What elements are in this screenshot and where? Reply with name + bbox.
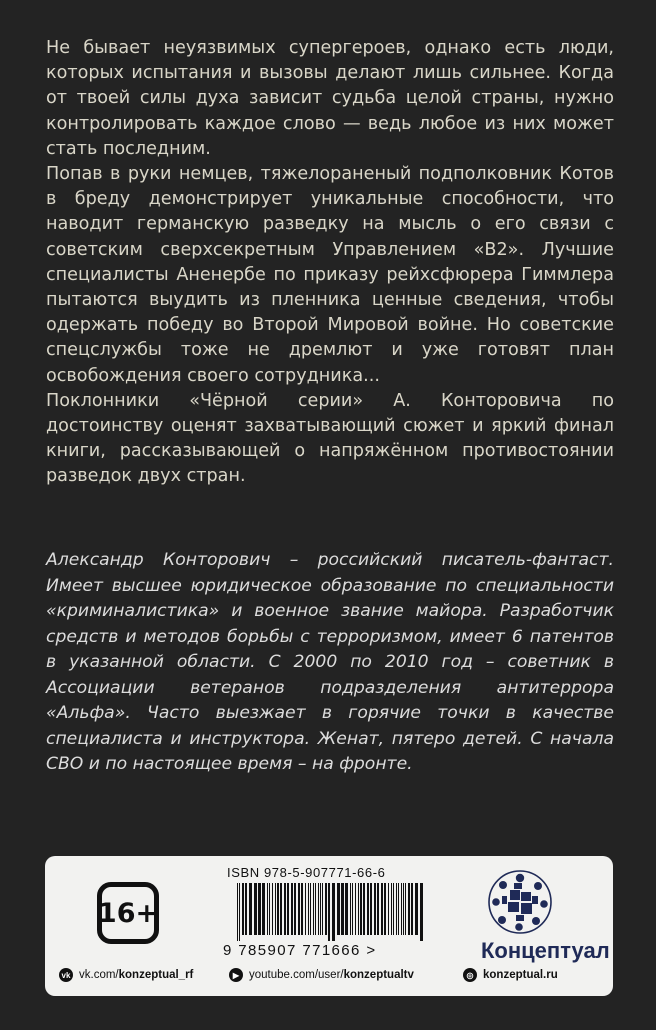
barcode-digits: 9 785907 771666 >: [223, 942, 377, 959]
barcode-bar: [318, 883, 319, 935]
barcode-bar: [308, 883, 309, 935]
blurb-paragraph-1: Не бывает неуязвимых супергероев, однако есть люди, которых испытания и вызовы делают лишь сильнее. Когда от твоей силы духа зависит судьба целой страны, нужно контролировать каждое слово — ведь любое из них может стать последним.: [46, 38, 614, 159]
barcode-bar: [239, 883, 240, 941]
vk-prefix: vk.com/: [79, 969, 119, 981]
barcode-bar: [287, 883, 289, 935]
imprint-panel: [45, 856, 613, 996]
barcode-bar: [242, 883, 244, 935]
barcode-bar: [352, 883, 353, 935]
barcode-bar: [277, 883, 279, 935]
barcode-bar: [328, 883, 330, 941]
barcode-bar: [367, 883, 369, 935]
youtube-prefix: youtube.com/user/: [249, 969, 344, 981]
barcode-bar: [315, 883, 316, 935]
barcode-bar: [377, 883, 379, 935]
barcode-bar: [269, 883, 270, 935]
barcode-bar: [280, 883, 282, 935]
author-bio: [46, 548, 614, 778]
barcode-bar: [275, 883, 276, 935]
barcode-bar: [398, 883, 399, 935]
barcode-bar: [374, 883, 376, 935]
barcode-bar: [411, 883, 413, 935]
barcode-bar: [391, 883, 392, 935]
vk-link[interactable]: [59, 968, 193, 982]
publisher-logo-icon: [486, 868, 554, 936]
barcode-bar: [360, 883, 362, 935]
barcode-bar: [245, 883, 247, 935]
youtube-handle: konzeptualtv: [343, 969, 414, 981]
barcode-bar: [313, 883, 314, 935]
publisher-name: Концептуал: [481, 938, 610, 963]
isbn-label: ISBN 978-5-907771-66-6: [227, 865, 386, 880]
barcode-bar: [350, 883, 351, 935]
barcode-bar: [358, 883, 359, 935]
barcode-bar: [237, 883, 238, 941]
social-links: [45, 968, 613, 988]
website-url: konzeptual.ru: [483, 969, 558, 981]
barcode-bar: [249, 883, 252, 935]
barcode-bar: [384, 883, 386, 935]
barcode-bar: [341, 883, 344, 935]
barcode-bar: [405, 883, 406, 935]
barcode-bar: [320, 883, 321, 935]
barcode-bar: [310, 883, 311, 935]
barcode-bar: [370, 883, 372, 935]
barcode-bar: [355, 883, 356, 935]
globe-icon: ◎: [463, 968, 477, 982]
youtube-icon: ▶: [229, 968, 243, 982]
barcode-bar: [298, 883, 300, 935]
barcode-bar: [403, 883, 404, 935]
barcode-bar: [345, 883, 348, 935]
barcode-bar: [363, 883, 365, 935]
barcode-bar: [396, 883, 397, 935]
barcode-bar: [267, 883, 268, 935]
barcode-bar: [258, 883, 261, 935]
vk-icon: vk: [59, 968, 73, 982]
author-bio-text: Александр Конторович – российский писатель-фантаст. Имеет высшее юридическое образование по специальности «криминалистика» и военное звание майора. Разработчик средств и методов борьбы с терроризмом, имеет 6 патентов в указанной области. С 2000 по 2010 год – советник в Ассоциации ветеранов подразделения антитеррора «Альфа». Часто выезжает в горячие точки в качестве специалиста и инструктора. Женат, пятеро детей. С начала СВО и по настоящее время – на фронте.: [46, 550, 614, 774]
barcode-bar: [381, 883, 383, 935]
age-rating-badge: 16+: [97, 882, 159, 944]
barcode-bar: [301, 883, 303, 935]
blurb-paragraph-3: Поклонники «Чёрной серии» А. Конторовича по достоинству оценят захватывающий сюжет и яркий финал книги, рассказывающей о напряжённом противостоянии разведок двух стран.: [46, 390, 614, 487]
barcode-bar: [291, 883, 293, 935]
book-blurb: [46, 36, 614, 490]
barcode-bar: [305, 883, 306, 935]
barcode-bar: [393, 883, 394, 935]
barcode-bar: [262, 883, 265, 935]
barcode-bar: [415, 883, 418, 935]
youtube-link[interactable]: [229, 968, 414, 982]
barcode-bar: [388, 883, 389, 935]
barcode-bar: [254, 883, 257, 935]
barcode-bar: [325, 883, 327, 935]
barcode-bar: [272, 883, 273, 935]
barcode-bar: [408, 883, 410, 935]
barcode-bar: [284, 883, 286, 935]
vk-handle: konzeptual_rf: [118, 969, 194, 981]
barcode-bar: [337, 883, 340, 935]
barcode: [235, 883, 427, 941]
barcode-bar: [332, 883, 335, 941]
website-link[interactable]: [463, 968, 558, 982]
barcode-bar: [294, 883, 296, 935]
barcode-bar: [322, 883, 323, 935]
barcode-bar: [401, 883, 402, 935]
blurb-paragraph-2: Попав в руки немцев, тяжелораненый подполковник Котов в бреду демонстрирует уникальные способности, что наводит германскую разведку на мысль о его связи с советским сверхсекретным Управлением «В2». Лучшие специалисты Аненербе по приказу рейхсфюрера Гиммлера пытаются выудить из пленника ценные сведения, чтобы одержать победу во Второй Мировой войне. Но советские спецслужбы тоже не дремлют и уже готовят план освобождения своего сотрудника...: [46, 164, 614, 386]
barcode-bar: [420, 883, 423, 941]
